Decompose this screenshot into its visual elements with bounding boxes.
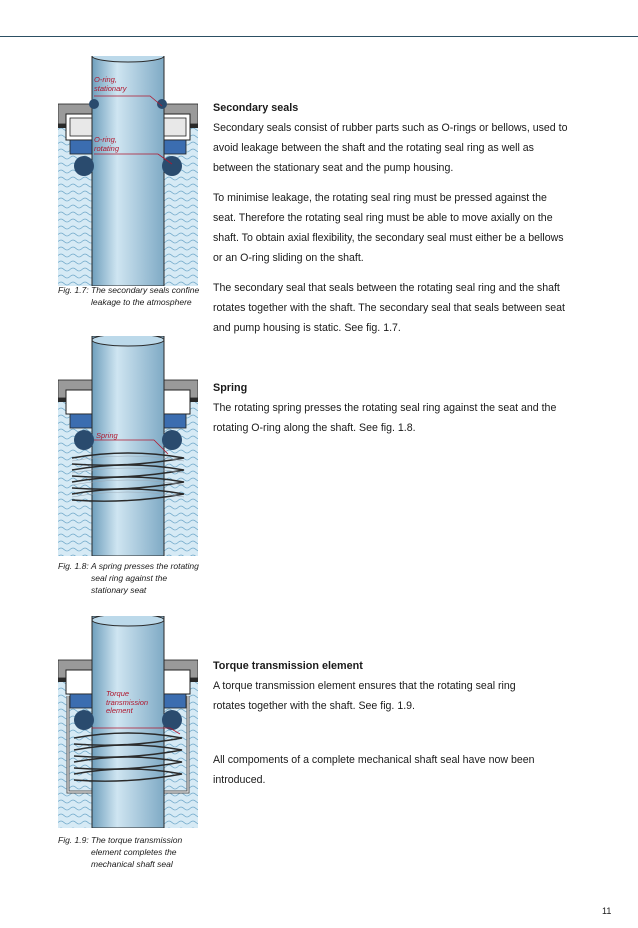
figure-1-9-drawing: [58, 616, 198, 828]
figure-1-8-drawing: [58, 336, 198, 556]
section-paragraph: To minimise leakage, the rotating seal ring must be pressed against the seat. Therefore the rotating seal ring must be able to move axially on the shaft. To obtain axial flexibility, the secondary seal must either be a bellows or an O-ring sliding on the shaft.: [213, 192, 564, 264]
section-paragraph: A torque transmission element ensures that the rotating seal ring rotates together with the shaft. See fig. 1.9.: [213, 680, 516, 712]
figure-1-7-text: The secondary seals confine leakage to the atmosphere: [91, 285, 200, 307]
section-secondary-seals: [213, 98, 568, 338]
callout-spring: Spring: [96, 431, 118, 440]
figure-1-7: [58, 56, 198, 286]
figure-1-7-caption: [58, 284, 203, 308]
figure-1-8-text: A spring presses the rotating seal ring against the stationary seat: [91, 561, 199, 595]
callout-oring-stationary: O-ring, stationary: [94, 75, 127, 93]
figure-1-9: [58, 616, 198, 828]
figure-1-8: [58, 336, 198, 556]
figure-1-9-label: Fig. 1.9:: [58, 835, 89, 845]
section-torque-transmission: [213, 656, 568, 790]
callout-oring-rotating: O-ring, rotating: [94, 135, 120, 153]
section-paragraph: The secondary seal that seals between the rotating seal ring and the shaft rotates together with the shaft. The secondary seal that seals between seat and pump housing is static. See fig. 1.7.: [213, 282, 565, 334]
figure-1-7-label: Fig. 1.7:: [58, 285, 89, 295]
section-paragraph: The rotating spring presses the rotating seal ring against the seat and the rotating O-ring along the shaft. See fig. 1.8.: [213, 402, 557, 434]
page-number: 11: [602, 906, 612, 916]
figure-1-8-label: Fig. 1.8:: [58, 561, 89, 571]
figure-1-9-caption: [58, 834, 203, 870]
section-spring: [213, 378, 568, 438]
section-heading: Spring: [213, 382, 248, 394]
top-rule: [0, 36, 638, 37]
section-heading: Secondary seals: [213, 102, 299, 114]
section-paragraph: Secondary seals consist of rubber parts such as O-rings or bellows, used to avoid leakage between the shaft and the rotating seal ring as well as between the stationary seat and the pump housing.: [213, 122, 568, 174]
figure-1-8-caption: [58, 560, 203, 596]
figure-1-9-text: The torque transmission element completes the mechanical shaft seal: [91, 835, 183, 869]
section-heading: Torque transmission element: [213, 660, 363, 672]
callout-torque-element: Torque transmission element: [106, 689, 149, 715]
figure-1-7-drawing: [58, 56, 198, 286]
section-paragraph: All compoments of a complete mechanical shaft seal have now been introduced.: [213, 754, 535, 786]
